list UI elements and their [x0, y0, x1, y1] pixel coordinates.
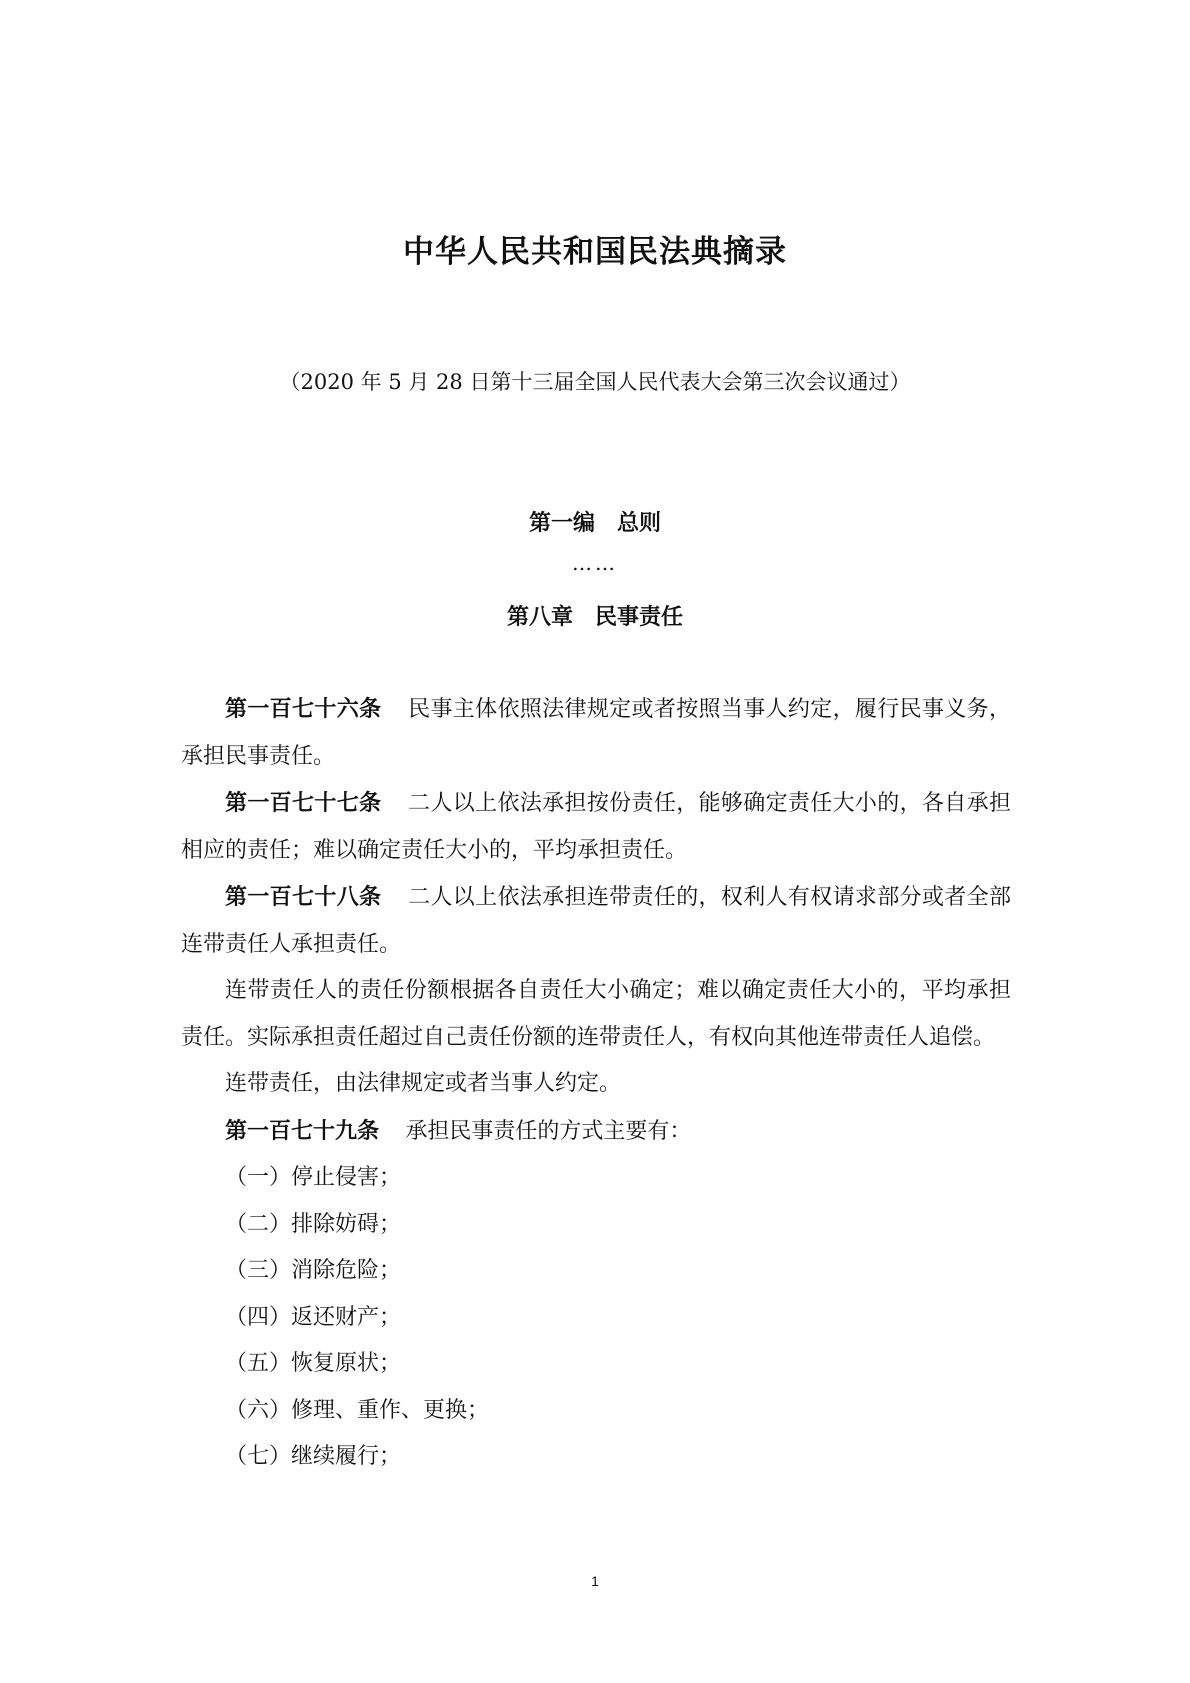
article-text: 民事主体依照法律规定或者按照当事人约定，履行民事义务，承担民事责任。 [181, 697, 1011, 769]
article-number: 第一百七十六条 [225, 696, 382, 722]
article-text: 承担民事责任的方式主要有： [405, 1118, 692, 1144]
article-number: 第一百七十九条 [225, 1117, 380, 1144]
article-text: 二人以上依法承担连带责任的，权利人有权请求部分或者全部连带责任人承担责任。 [181, 885, 1011, 957]
list-item: （四）返还财产； [225, 1304, 402, 1330]
article-178 [181, 874, 1011, 968]
article-178-paragraph-2: 连带责任人的责任份额根据各自责任大小确定；难以确定责任大小的，平均承担责任。实际承担责任超过自己责任份额的连带责任人，有权向其他连带责任人追偿。 [181, 978, 1011, 1050]
article-179 [181, 1108, 1011, 1156]
article-178-paragraph-3: 连带责任，由法律规定或者当事人约定。 [225, 1071, 622, 1096]
article-number: 第一百七十八条 [225, 884, 382, 910]
list-item: （二）排除妨碍； [225, 1211, 402, 1237]
article-177 [181, 780, 1011, 874]
document-body [181, 686, 1011, 1481]
list-item: （一）停止侵害； [225, 1165, 402, 1190]
list-item: （三）消除危险； [225, 1258, 402, 1283]
list-item: （六）修理、重作、更换； [225, 1397, 490, 1423]
article-176 [181, 686, 1011, 780]
list-item: （七）继续履行； [225, 1444, 402, 1469]
part-heading: 第一编 总则 [528, 510, 661, 536]
chapter-heading: 第八章 民事责任 [506, 604, 683, 630]
article-number: 第一百七十七条 [225, 790, 382, 816]
omission-ellipsis: …… [572, 551, 618, 575]
page-number: 1 [591, 1573, 599, 1589]
list-item: （五）恢复原状； [225, 1351, 402, 1376]
article-text: 二人以上依法承担按份责任，能够确定责任大小的，各自承担相应的责任；难以确定责任大小的，平均承担责任。 [181, 791, 1011, 863]
document-title: 中华人民共和国民法典摘录 [403, 234, 787, 270]
document-subtitle: （2020 年 5 月 28 日第十三届全国人民代表大会第三次会议通过） [279, 370, 911, 394]
